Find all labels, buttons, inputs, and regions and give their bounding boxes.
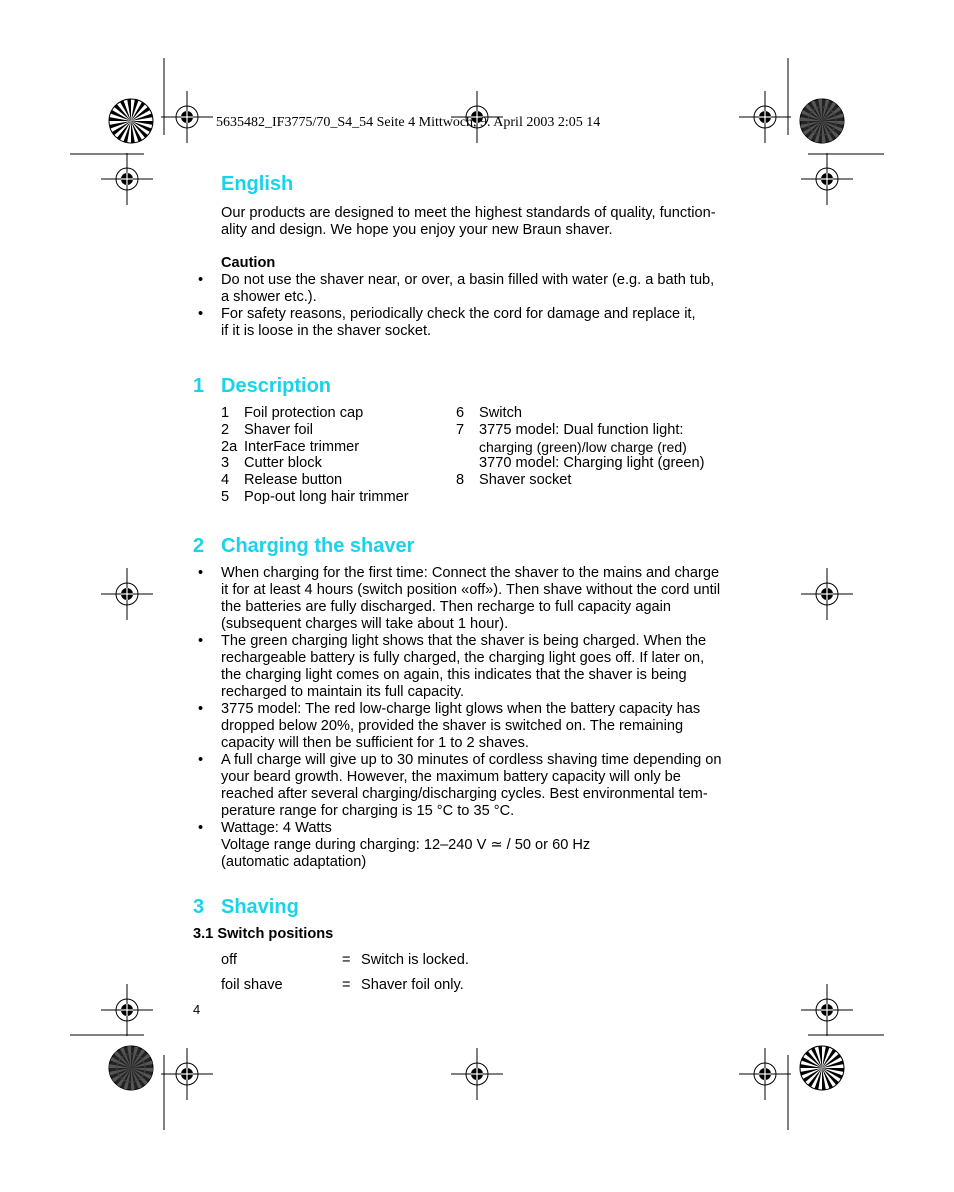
bullet: • <box>198 306 204 322</box>
caution-item <box>198 272 781 306</box>
bullet: • <box>198 272 204 288</box>
charging-line: The green charging light shows that the shaver is being charged. When the <box>221 633 707 649</box>
bullet: • <box>198 701 204 717</box>
description-list-left <box>221 405 451 506</box>
section-number: 1 <box>193 375 205 397</box>
intro-line: Our products are designed to meet the highest standards of quality, function- <box>221 205 716 221</box>
switch-position-description: Switch is locked. <box>361 952 469 968</box>
intro-line: ality and design. We hope you enjoy your new Braun shaver. <box>221 222 613 238</box>
registration-mark <box>161 91 213 143</box>
description-item: 3770 model: Charging light (green) <box>479 455 705 472</box>
english-intro <box>221 205 781 239</box>
print-slug-line: 5635482_IF3775/70_S4_54 Seite 4 Mittwoch, 9. April 2003 2:05 14 <box>216 115 601 130</box>
caution-list <box>198 272 781 340</box>
caution-item <box>198 306 781 340</box>
color-wheel-mark <box>800 1046 844 1090</box>
page-number: 4 <box>193 1002 201 1017</box>
bullet: • <box>198 633 204 649</box>
switch-position-label: foil shave <box>221 977 283 993</box>
section-number: 2 <box>193 535 205 557</box>
section-title: Charging the shaver <box>221 535 415 557</box>
switch-position-description: Shaver foil only. <box>361 977 464 993</box>
description-item: 1 Foil protection cap <box>221 405 364 421</box>
registration-mark <box>801 153 853 205</box>
section-title: Description <box>221 375 332 397</box>
section-number: 3 <box>193 896 205 918</box>
section-title: Shaving <box>221 896 299 918</box>
charging-bullets <box>198 565 781 871</box>
charging-list <box>198 565 781 871</box>
registration-mark <box>101 153 153 205</box>
description-item: 7 3775 model: Dual function light: <box>456 421 684 438</box>
description-item: charging (green)/low charge (red) <box>479 438 687 455</box>
switch-position-label: off <box>221 952 237 968</box>
bullet: • <box>198 565 204 581</box>
color-wheel-mark <box>109 1046 153 1090</box>
charging-line: A full charge will give up to 30 minutes of cordless shaving time depending on <box>221 752 722 768</box>
color-wheel-mark <box>800 99 844 143</box>
bullet: • <box>198 752 204 768</box>
description-item: 2 Shaver foil <box>221 421 313 438</box>
registration-mark <box>801 984 853 1036</box>
registration-mark <box>101 568 153 620</box>
charging-line: the batteries are fully discharged. Then recharge to full capacity again <box>221 599 671 615</box>
caution-line: if it is loose in the shaver socket. <box>221 323 432 339</box>
equals-sign: = <box>342 977 351 993</box>
description-list-right <box>456 405 756 489</box>
charging-line: perature range for charging is 15 °C to 35 °C. <box>221 803 515 819</box>
description-item: 6 Switch <box>456 405 522 421</box>
charging-line: dropped below 20%, provided the shaver is switched on. The remaining <box>221 718 684 734</box>
description-item: 3 Cutter block <box>221 455 322 472</box>
description-item: 5 Pop-out long hair trimmer <box>221 488 409 505</box>
charging-line: (subsequent charges will take about 1 hour). <box>221 616 509 632</box>
registration-mark <box>801 568 853 620</box>
caution-line: a shower etc.). <box>221 289 317 305</box>
charging-line: it for at least 4 hours (switch position «off»). Then shave without the cord until <box>221 582 721 598</box>
charging-item <box>198 633 781 701</box>
charging-line: Wattage: 4 Watts <box>221 820 332 836</box>
charging-line: the charging light comes on again, this indicates that the shaver is being <box>221 667 687 683</box>
charging-line: When charging for the first time: Connect the shaver to the mains and charge <box>221 565 720 581</box>
charging-item <box>198 752 781 820</box>
registration-mark <box>451 1048 503 1100</box>
charging-line: capacity will then be sufficient for 1 to 2 shaves. <box>221 735 529 751</box>
registration-mark <box>739 91 791 143</box>
caution-heading: Caution <box>221 255 276 271</box>
charging-item <box>198 820 781 871</box>
charging-line: 3775 model: The red low-charge light glows when the battery capacity has <box>221 701 701 717</box>
description-item: 8 Shaver socket <box>456 472 572 489</box>
charging-line: rechargeable battery is fully charged, the charging light goes off. If later on, <box>221 650 705 666</box>
caution-line: For safety reasons, periodically check the cord for damage and replace it, <box>221 306 696 322</box>
registration-mark <box>739 1048 791 1100</box>
charging-item <box>198 701 781 752</box>
caution-line: Do not use the shaver near, or over, a basin filled with water (e.g. a bath tub, <box>221 272 715 288</box>
charging-line: your beard growth. However, the maximum battery capacity will only be <box>221 769 681 785</box>
registration-mark <box>101 984 153 1036</box>
switch-positions-heading: 3.1 Switch positions <box>193 926 334 942</box>
color-wheel-mark <box>109 99 153 143</box>
equals-sign: = <box>342 952 351 968</box>
charging-line: recharged to maintain its full capacity. <box>221 684 465 700</box>
registration-mark <box>161 1048 213 1100</box>
charging-line: (automatic adaptation) <box>221 854 367 870</box>
charging-line: reached after several charging/discharging cycles. Best environmental tem- <box>221 786 708 802</box>
description-item: 2a InterFace trimmer <box>221 438 360 455</box>
description-item: 4 Release button <box>221 472 343 489</box>
english-heading: English <box>221 173 294 195</box>
charging-line: Voltage range during charging: 12–240 V ≃ / 50 or 60 Hz <box>221 837 591 853</box>
bullet: • <box>198 820 204 836</box>
charging-item <box>198 565 781 633</box>
